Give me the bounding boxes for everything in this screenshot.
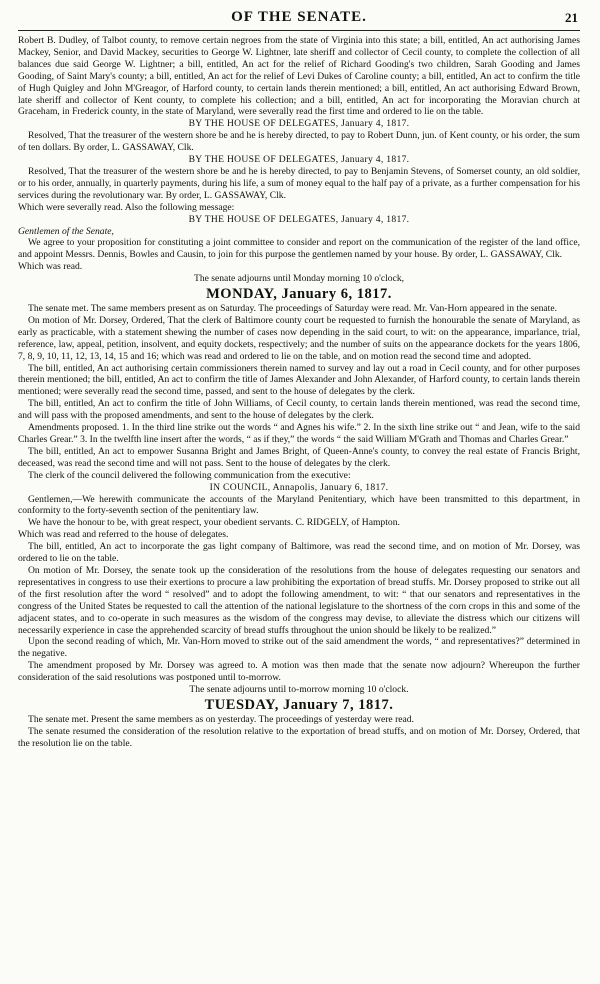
paragraph: The senate resumed the consideration of the resolution relative to the exportation of bread stuffs, and on motion of Mr. Dorsey, Ordered, that the resolution lie on the table. — [18, 725, 580, 749]
resolution: Resolved, That the treasurer of the western shore be and he is hereby directed, to pay to Benjamin Stevens, of Somerset county, an old soldier, or to his order, annually, in quarterly payments, during his life, a sum of money equal to the half pay of a private, as a further compensation for his services during the revolutionary war. By order, L. GASSAWAY, Clk. — [18, 165, 580, 201]
paragraph: The senate met. Present the same members as on yesterday. The proceedings of yesterday were read. — [28, 713, 414, 725]
book-page — [18, 6, 580, 750]
paragraph: Robert B. Dudley, of Talbot county, to remove certain negroes from the state of Virginia into this state; a bill, entitled, An act authorising James Mackey, Senior, and David Mackey, securities to George W. Lightner, late sheriff and collector of Cecil county, to complete the collection of all balances due said George W. Lightner; a bill, entitled, An act for the relief of Richard Gooding's two children, Sarah Gooding and James Gooding, of Saint Mary's county; a bill, entitled, An act for the relief of Levi Dukes of Caroline county; a bill, entitled, An act to confirm the title of Hugh Quigley and John M'Greagor, of Harford county, to certain lands therein mentioned; a bill, entitled, An act authorising Edward Brown, late sheriff and collector of Kent county, to complete his collection; and a bill, entitled, An act for incorporating the Moravian church at Graceham, in Frederick county, in the state of Maryland, were severally read the first time and ordered to lie on the table. — [18, 35, 580, 118]
message-text: We agree to your proposition for constituting a joint committee to consider and report on the communication of the register of the land office, and appoint Messrs. Dennis, Bowles and Causin, to join for this purpose the gentlemen named by your house. By order, L. GASSAWAY, Clk. — [18, 237, 580, 261]
paragraph: Which was read. — [18, 261, 83, 273]
paragraph: The bill, entitled, An act to empower Susanna Bright and James Bright, of Queen-Anne's county, to convey the real estate of Francis Bright, deceased, was read the second time and will not pass. Sent to the house of delegates by the clerk. — [18, 445, 580, 469]
resolution: Resolved, That the treasurer of the western shore be and he is hereby directed, to pay to Robert Dunn, jun. of Kent county, or his order, the sum of ten dollars. By order, L. GASSAWAY, Clk. — [18, 130, 580, 154]
paragraph: Which were severally read. Also the following message: — [18, 201, 235, 213]
paragraph: On motion of Mr. Dorsey, Ordered, That the clerk of Baltimore county court be requested to furnish the honourable the senate of Maryland, as early as practicable, with a statement shewing the number of cases now depending in the said court, to wit: on the appearance, imparlance, trial, reference, law, appeal, petition, insolvent, and equity dockets, respectively; and the number of suits on the appearance dockets for the years 1806, 7, 8, 9, 10, 11, 12, 13, 14, 15 and 16; which was read and ordered to lie on the table, and on motion read the second time and adopted. — [18, 314, 580, 362]
paragraph: The clerk of the council delivered the following communication from the executive: — [28, 469, 351, 481]
council-heading: IN COUNCIL, Annapolis, January 6, 1817. — [209, 481, 389, 493]
house-heading: BY THE HOUSE OF DELEGATES, January 4, 1817. — [188, 213, 410, 225]
paragraph: The amendment proposed by Mr. Dorsey was agreed to. A motion was then made that the senate now adjourn? Whereupon the further consideration of the said resolutions was postponed until to-morrow. — [18, 660, 580, 684]
paragraph: The bill, entitled, An act to incorporate the gas light company of Baltimore, was read the second time, and on motion of Mr. Dorsey, was ordered to lie on the table. — [18, 541, 580, 565]
paragraph: Which was read and referred to the house of delegates. — [18, 529, 229, 541]
paragraph: Upon the second reading of which, Mr. Van-Horn moved to strike out of the said amendment the words, “ and representatives?” determined in the negative. — [18, 636, 580, 660]
council-letter: Gentlemen,—We herewith communicate the accounts of the Maryland Penitentiary, which have been transmitted to this department, in conformity to the forty-seventh section of the penitentiary law. — [18, 493, 580, 517]
paragraph: On motion of Mr. Dorsey, the senate took up the consideration of the resolutions from the house of delegates requesting our senators and representatives in congress to use their exertions to procure a law prohibiting the exportation of bread stuffs. Mr. Dorsey proposed to strike out all of the first resolution after the word “ resolved” and to adopt the following amendment, to wit: “ that our senators and representatives in the congress of the United States be requested to call the attention of the national legislature to the shortness of the corn crops in this and some of the adjacent states, and to co-operate in such measures as the wisdom of the congress may devise, to alleviate the distress which our citizens will necessarily experience in case the apprehended scarcity of bread stuffs throughout the union should be likely to be realized.” — [18, 564, 580, 636]
paragraph: The bill, entitled, An act authorising certain commissioners therein named to survey and lay out a road in Cecil county, and for other purposes therein mentioned; the bill, entitled, An act to confirm the title of James Alexander and John Alexander, of Harford county, to certain lands therein mentioned; were severally read the second time, passed, and sent to the house of delegates by the clerk. — [18, 362, 580, 398]
paragraph: The senate met. The same members present as on Saturday. The proceedings of Saturday were read. Mr. Van-Horn appeared in the senate. — [28, 303, 557, 315]
council-signature: We have the honour to be, with great respect, your obedient servants. C. RIDGELY, of Hampton. — [28, 517, 400, 529]
house-heading: BY THE HOUSE OF DELEGATES, January 4, 1817. — [188, 154, 410, 166]
page-header — [18, 6, 580, 31]
adjournment-line: The senate adjourns until to-morrow morning 10 o'clock. — [189, 684, 409, 696]
day-heading: TUESDAY, January 7, 1817. — [204, 696, 394, 713]
salutation: Gentlemen of the Senate, — [18, 225, 114, 237]
paragraph: The bill, entitled, An act to confirm the title of John Williams, of Cecil county, to certain lands therein mentioned, was read the second time, and will pass with the proposed amendments, and sent to the house of delegates by the clerk. — [18, 398, 580, 422]
journal-body — [18, 31, 580, 750]
page-number: 21 — [565, 10, 578, 25]
adjournment-line: The senate adjourns until Monday morning 10 o'clock, — [193, 273, 405, 285]
day-heading: MONDAY, January 6, 1817. — [206, 286, 392, 303]
amendments-paragraph: Amendments proposed. 1. In the third line strike out the words “ and Agnes his wife.” 2. In the sixth line strike out “ and Jean, wife to the said Charles Grear.” 3. In the twelfth line insert after the words, “ as if they,” the words “ the said William M'Grath and Thomas and Charles Grear.” — [18, 422, 580, 445]
house-heading: BY THE HOUSE OF DELEGATES, January 4, 1817. — [188, 118, 410, 130]
running-title: OF THE SENATE. — [231, 9, 367, 25]
